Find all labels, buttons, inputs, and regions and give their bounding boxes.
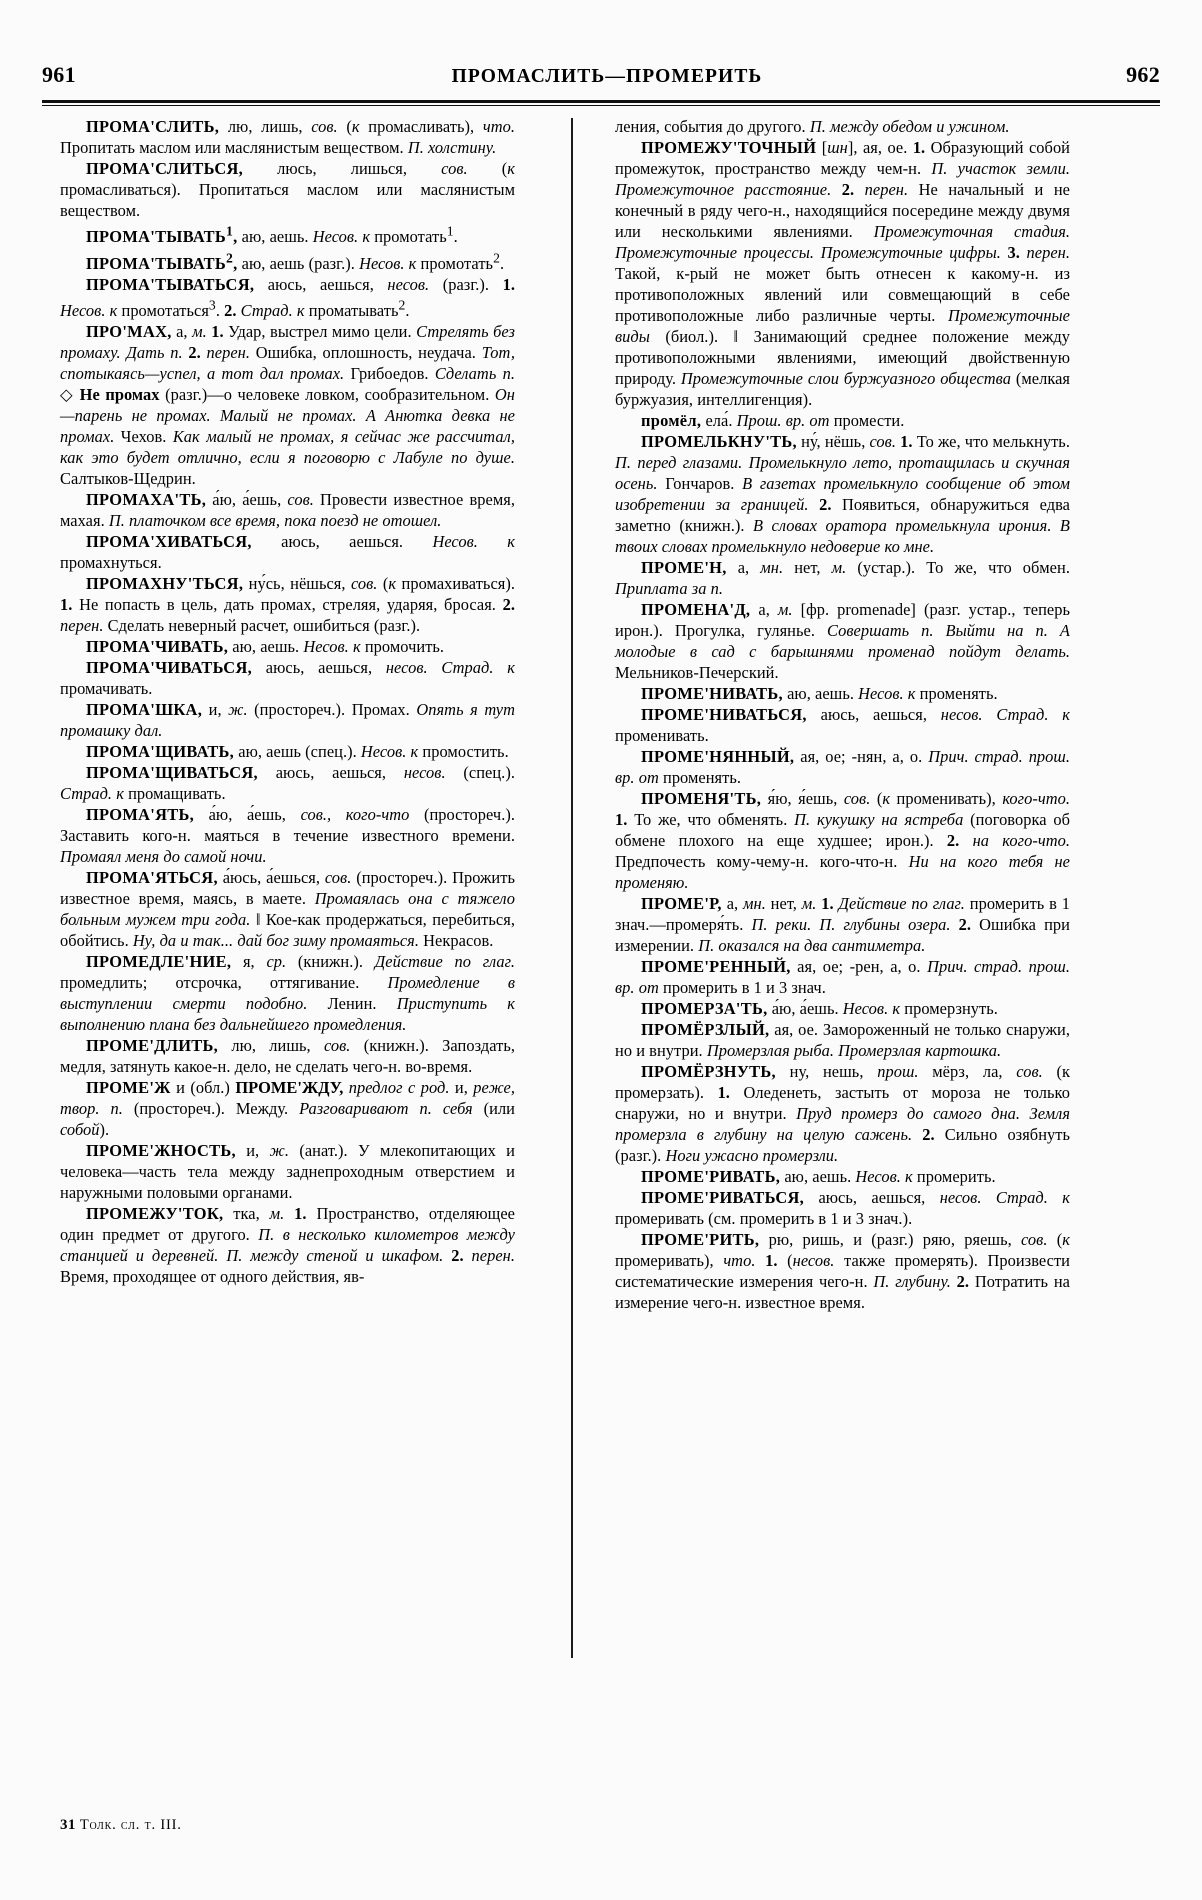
- dictionary-entry: [60, 221, 515, 247]
- dictionary-entry: [615, 599, 1070, 683]
- dictionary-entry: [615, 1187, 1070, 1229]
- folio-left: 961: [42, 62, 76, 87]
- entry-definition: аюсь, аешься. Несов. к промахнуться.: [60, 532, 515, 573]
- entry-definition: ну́, нёшь, сов. 1. То же, что мелькнуть. П. перед глазами. Промелькнуло лето, протащилась и скучная осень. Гончаров. В газетах промелькнуло сообщение об этом изобретении за границей. 2. Появиться, обнаружиться едва заметно (книжн.). В словах оратора промелькнула ирония. В твоих словах промелькнуло недоверие ко мне.: [615, 432, 1070, 556]
- entry-headword: ПРОМЕНЯ'ТЬ,: [641, 789, 762, 808]
- entry-definition: ая, ое; -рен, а, о. Прич. страд. прош. вр. от промерить в 1 и 3 знач.: [615, 957, 1070, 997]
- dictionary-entry: [60, 321, 515, 489]
- footer-volume-label: Толк. сл. т. III.: [79, 1817, 182, 1833]
- entry-headword: ПРОМА'СЛИТЬ,: [86, 117, 220, 136]
- running-head: [42, 62, 1160, 96]
- entry-definition: аюсь, аешься, несов. (спец.). Страд. к промащивать.: [60, 763, 515, 804]
- entry-headword: ПРОМА'ЯТЬСЯ,: [86, 868, 218, 888]
- dictionary-entry: [60, 1077, 515, 1140]
- entry-definition: и, ж. (анат.). У млекопитающих и человека—часть тела между заднепроходным отверстием и наружными половыми органами.: [60, 1141, 515, 1203]
- dictionary-entry: [615, 410, 1070, 431]
- entry-definition: рю, ришь, и (разг.) ряю, ряешь, сов. (к промеривать), что. 1. (несов. также промерять). Произвести систематические измерения чего-н. П. глубину. 2. Потратить на измерение чего-н. известное время.: [615, 1230, 1070, 1312]
- entry-definition: лю, лишь, сов. (к промасливать), что. Пропитать маслом или маслянистым веществом. П. холстину.: [60, 117, 515, 157]
- entry-headword: ПРОМА'ЧИВАТЬ,: [86, 637, 229, 657]
- entry-headword: ПРОМА'ЩИВАТЬСЯ,: [86, 763, 258, 783]
- entry-definition: ления, события до другого. П. между обедом и ужином.: [615, 117, 1010, 136]
- entry-headword: ПРО'МАХ,: [86, 322, 172, 342]
- page-title: ПРОМАСЛИТЬ—ПРОМЕРИТЬ: [451, 66, 763, 87]
- entry-headword: ПРОМЁРЗНУТЬ,: [641, 1062, 776, 1081]
- dictionary-entry: [615, 998, 1070, 1019]
- entry-headword: ПРОМА'ЩИВАТЬ,: [86, 742, 235, 762]
- entry-definition: аю, аешь. Несов. к промочить.: [232, 637, 445, 657]
- dictionary-entry: [615, 704, 1070, 746]
- dictionary-entry: [615, 431, 1070, 557]
- dictionary-entry: [60, 741, 515, 762]
- entry-headword: ПРОМА'ХИВАТЬСЯ,: [86, 532, 252, 552]
- dictionary-entry: [615, 557, 1070, 599]
- column-left: [60, 116, 529, 1776]
- entry-definition: ну, нешь, прош. мёрз, ла, сов. (к промерзать). 1. Оледенеть, застыть от мороза не только снаружи, но и внутри. Пруд промерз до самого дна. Земля промерзла в глубину на целую сажень. 2. Сильно озябнуть (разг.). Ноги ужасно промерзли.: [615, 1062, 1071, 1165]
- dictionary-entry: [615, 116, 1070, 137]
- entry-definition: аю, аешь (спец.). Несов. к промостить.: [238, 742, 509, 762]
- page-footer: [60, 1817, 182, 1834]
- entry-headword: ПРОМА'ЧИВАТЬСЯ,: [86, 658, 252, 678]
- entry-headword: ПРОМА'ЯТЬ,: [86, 805, 194, 825]
- entry-definition: я́ю, я́ешь, сов. (к променивать), кого-что. 1. То же, что обменять. П. кукушку на ястреба (поговорка об обмене плохого на еще худшее; ирон.). 2. на кого-что. Предпочесть кому-чему-н. кого-что-н. Ни на кого тебя не променяю.: [615, 789, 1070, 892]
- dictionary-entry: [60, 636, 515, 657]
- entry-headword: ПРОМЕЖУ'ТОЧНЫЙ: [641, 138, 817, 157]
- dictionary-entry: [60, 1140, 515, 1203]
- dictionary-entry: [60, 1203, 515, 1287]
- entry-headword: ПРОМЕ'ЖНОСТЬ,: [86, 1141, 236, 1161]
- entry-headword: ПРОМАХА'ТЬ,: [86, 490, 207, 510]
- entry-definition: ая, ое; -нян, а, о. Прич. страд. прош. вр. от променять.: [615, 747, 1070, 787]
- folio-right: 962: [1126, 62, 1160, 87]
- entry-definition: а́ю, а́ешь, сов. Провести известное время, махая. П. платочком все время, пока поезд не отошел.: [60, 490, 515, 531]
- entry-headword: ПРОМЕЛЬКНУ'ТЬ,: [641, 432, 797, 451]
- dictionary-entry: [60, 951, 515, 1035]
- entry-definition: люсь, лишься, сов. (к промасливаться). Пропитаться маслом или маслянистым веществом.: [60, 159, 515, 220]
- entry-definition: я, ср. (книжн.). Действие по глаг. промедлить; отсрочка, оттягивание. Промедление в выступлении смерти подобно. Ленин. Приступить к выполнению плана без дальнейшего промедления.: [60, 952, 515, 1035]
- entry-headword: ПРОМЁРЗЛЫЙ,: [641, 1020, 770, 1039]
- entry-definition: ая, ое. Замороженный не только снаружи, но и внутри. Промерзлая рыба. Промерзлая картошка.: [615, 1020, 1070, 1060]
- dictionary-entry: [615, 788, 1070, 893]
- header-rule: [42, 100, 1160, 106]
- dictionary-entry: [60, 657, 515, 699]
- entry-definition: аюсь, аешься, несов. Страд. к променивать.: [615, 705, 1070, 745]
- entry-headword: ПРОМА'ТЫВАТЬСЯ,: [86, 274, 255, 294]
- dictionary-entry: [615, 1061, 1070, 1166]
- entry-definition: аю, аешь. Несов. к промотать$^1$.: [241, 224, 458, 247]
- entry-definition: тка, м. 1. Пространство, отделяющее один предмет от другого. П. в несколько километров между станцией и деревней. П. между стеной и шкафом. 2. перен. Время, проходящее от одного действия, яв-: [60, 1204, 516, 1287]
- dictionary-entry: [60, 531, 515, 573]
- dictionary-entry: [60, 247, 515, 273]
- entry-definition: аю, аешь. Несов. к промерить.: [784, 1167, 996, 1186]
- entry-headword: ПРОМЕ'РИВАТЬ,: [641, 1167, 781, 1186]
- entry-headword: ПРОМЕЖУ'ТОК,: [86, 1204, 224, 1224]
- dictionary-entry: [60, 867, 515, 951]
- entry-headword: ПРОМАХНУ'ТЬСЯ,: [86, 574, 244, 594]
- entry-headword: ПРОМЕНА'Д,: [641, 600, 751, 619]
- entry-headword: ПРОМЕ'РИТЬ,: [641, 1230, 760, 1249]
- entry-definition: а́ю, а́ешь, сов., кого-что (простореч.). Заставить кого-н. маяться в течение известного времени. Промаял меня до самой ночи.: [60, 805, 516, 867]
- entry-headword: ПРОМЕ'Н,: [641, 558, 727, 577]
- dictionary-entry: [60, 116, 515, 158]
- dictionary-entry: [60, 158, 515, 221]
- entry-headword: ПРОМЕДЛЕ'НИЕ,: [86, 952, 232, 972]
- entry-headword: ПРОМЕ'РЕННЫЙ,: [641, 957, 791, 976]
- entry-definition: ну́сь, нёшься, сов. (к промахиваться). 1. Не попасть в цель, дать промах, стреляя, ударяя, бросая. 2. перен. Сделать неверный расчет, ошибиться (разг.).: [60, 574, 516, 636]
- entry-headword: ПРОМЕ'НИВАТЬСЯ,: [641, 705, 807, 724]
- dictionary-entry: [615, 746, 1070, 788]
- entry-definition: аюсь, аешься, несов. Страд. к промеривать (см. промерить в 1 и 3 знач.).: [615, 1188, 1070, 1228]
- entry-definition: а́юсь, а́ешься, сов. (простореч.). Прожить известное время, маясь, в маете. Промаялась она с тяжело больным мужем три года. ‖ Кое-как продержаться, перебиться, обойтись. Ну, да и так... дай бог зиму промаяться. Некрасов.: [60, 868, 515, 951]
- entry-headword: ПРОМЕ'Р,: [641, 894, 722, 913]
- dictionary-entry: [615, 137, 1070, 410]
- column-divider: [571, 118, 573, 1658]
- entry-definition: а, мн. нет, м. (устар.). То же, что обмен. Приплата за п.: [615, 558, 1070, 598]
- column-right: [615, 116, 1070, 1776]
- entry-headword: ПРОМА'ТЫВАТЬ$^1$,: [86, 224, 238, 247]
- entry-headword: ПРОМЕ'НИВАТЬ,: [641, 684, 783, 703]
- entry-headword: ПРОМЕ'РИВАТЬСЯ,: [641, 1188, 805, 1207]
- entry-headword: промёл,: [641, 411, 702, 430]
- dictionary-entry: [60, 573, 515, 636]
- signature-number: 31: [60, 1817, 76, 1833]
- entry-definition: и (обл.) ПРОМЕ'ЖДУ, предлог с род. и, реже, твор. п. (простореч.). Между. Разговаривают п. себя (или собой).: [60, 1078, 516, 1140]
- entry-definition: аюсь, аешься, несов. Страд. к промачивать.: [60, 658, 516, 699]
- entry-definition: а, м. [фр. promenade] (разг. устар., теперь ирон.). Прогулка, гулянье. Совершать п. Выйти на п. А молодые в сад с барышнями променад пойдут делать. Мельников-Печерский.: [615, 600, 1070, 682]
- entry-headword: ПРОМЕ'НЯННЫЙ,: [641, 747, 795, 766]
- entry-headword: ПРОМЕ'ДЛИТЬ,: [86, 1036, 219, 1056]
- entry-definition: аю, аешь (разг.). Несов. к промотать$^2$.: [241, 250, 505, 273]
- entry-definition: [шн], ая, ое. 1. Образующий собой промежуток, пространство между чем-н. П. участок земли. Промежуточное расстояние. 2. перен. Не начальный и не конечный в ряду чего-н., находящийся посередине между двумя или несколькими явлениями. Промежуточная стадия. Промежуточные процессы. Промежуточные цифры. 3. перен. Такой, к-рый не может быть отнесен к какому-н. из противоположных явлений или совмещающий в себе противоположные либо различные черты. Промежуточные виды (биол.). ‖ Занимающий среднее положение между противоположными явлениями, имеющий двойственную природу. Промежуточные слои буржуазного общества (мелкая буржуазия, интеллигенция).: [615, 138, 1071, 409]
- dictionary-entry: [615, 1019, 1070, 1061]
- entry-definition: лю, лишь, сов. (книжн.). Запоздать, медля, затянуть какое-н. дело, не сделать чего-н. во-время.: [60, 1036, 515, 1077]
- dictionary-entry: [615, 1229, 1070, 1313]
- entry-definition: и, ж. (простореч.). Промах. Опять я тут промашку дал.: [60, 700, 516, 741]
- dictionary-entry: [60, 762, 515, 804]
- dictionary-entry: [615, 956, 1070, 998]
- dictionary-entry: [60, 489, 515, 531]
- dictionary-entry: [615, 683, 1070, 704]
- entry-definition: а, мн. нет, м. 1. Действие по глаг. промерить в 1 знач.—промеря́ть. П. реки. П. глубины озера. 2. Ошибка при измерении. П. оказался на два сантиметра.: [615, 894, 1071, 955]
- dictionary-entry: [60, 804, 515, 867]
- dictionary-entry: [615, 1166, 1070, 1187]
- text-columns: [60, 116, 1142, 1776]
- dictionary-entry: [60, 699, 515, 741]
- entry-definition: аю, аешь. Несов. к променять.: [787, 684, 998, 703]
- dictionary-entry: [60, 1035, 515, 1077]
- entry-definition: ела́. Прош. вр. от промести.: [705, 411, 905, 430]
- entry-definition: аюсь, аешься, несов. (разг.). 1. Несов. к промотаться$^3$. 2. Страд. к проматывать$^2$.: [60, 274, 515, 321]
- dictionary-entry: [60, 274, 515, 321]
- entry-definition: а́ю, а́ешь. Несов. к промерзнуть.: [771, 999, 998, 1018]
- entry-headword: ПРОМА'ШКА,: [86, 700, 203, 720]
- entry-headword: ПРОМЕРЗА'ТЬ,: [641, 999, 768, 1018]
- dictionary-entry: [615, 893, 1070, 956]
- entry-definition: а, м. 1. Удар, выстрел мимо цели. Стрелять без промаху. Дать п. 2. перен. Ошибка, оплошность, неудача. Тот, спотыкаясь—успел, а тот дал промах. Грибоедов. Сделать п. ◇ Не промах (разг.)—о человеке ловком, сообразительном. Он—парень не промах. Малый не промах. А Анютка девка не промах. Чехов. Как малый не промах, я сейчас же рассчитал, как это будет отлично, если я поговорю с Лабуле по душе. Салтыков-Щедрин.: [60, 322, 515, 489]
- entry-headword: ПРОМА'СЛИТЬСЯ,: [86, 159, 243, 178]
- entry-headword: ПРОМЕ'Ж: [86, 1078, 171, 1098]
- entry-headword: ПРОМА'ТЫВАТЬ$^2$,: [86, 250, 238, 273]
